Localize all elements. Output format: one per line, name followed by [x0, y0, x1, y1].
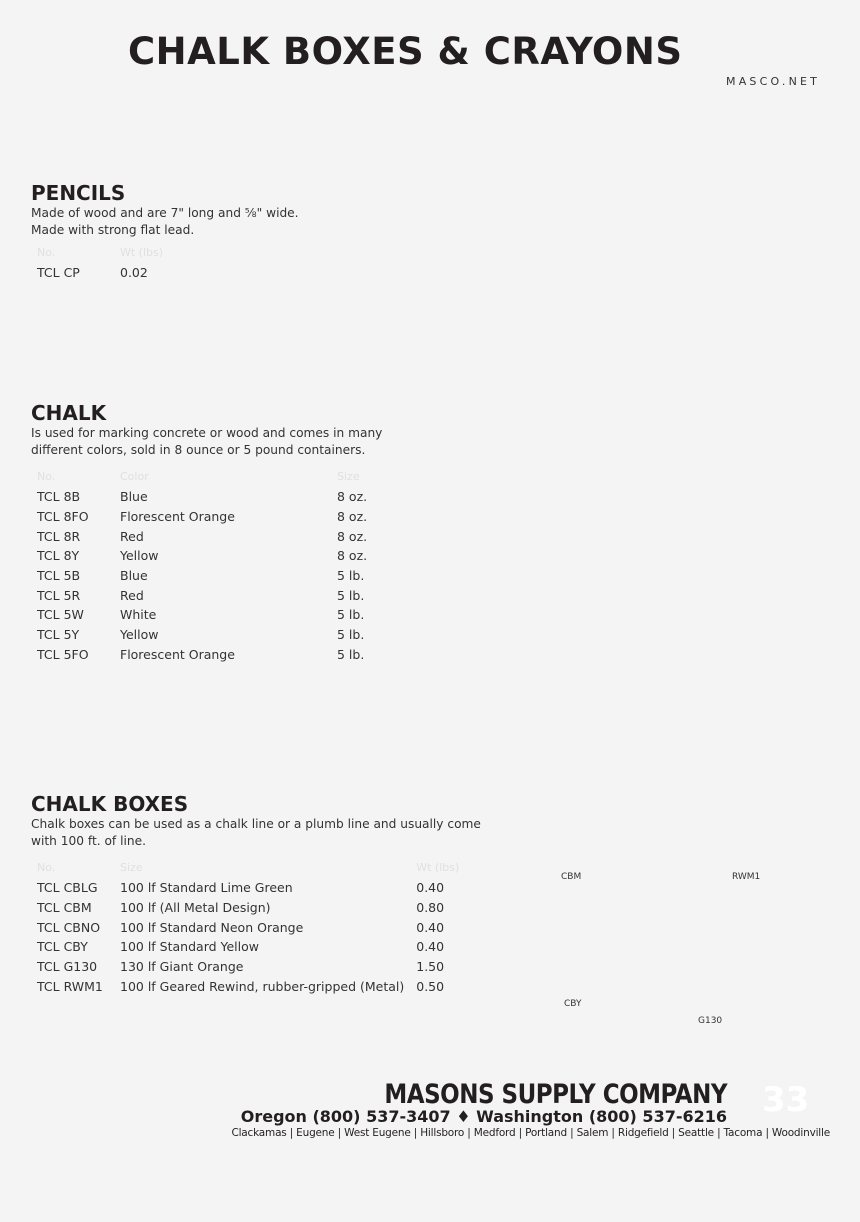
table-row: [31, 625, 373, 645]
chalk-boxes-description: [31, 816, 481, 850]
site-url[interactable]: MASCO.NET: [726, 75, 821, 88]
item-weight: 0.40: [416, 939, 445, 955]
item-no: TCL 8R: [37, 528, 81, 544]
item-color: Florescent Orange: [120, 646, 235, 662]
table-header-row: [31, 857, 465, 878]
item-no: TCL 8B: [37, 489, 81, 505]
col-header-no: No.: [37, 861, 56, 874]
chalk-boxes-table: [31, 857, 465, 996]
page-title: CHALK BOXES & CRAYONS: [128, 30, 683, 73]
item-size: 100 lf (All Metal Design): [120, 900, 271, 916]
chalk-boxes-desc-line2: with 100 ft. of line.: [31, 834, 146, 848]
table-row: [31, 878, 465, 898]
item-no: TCL 5B: [37, 568, 81, 584]
chalk-boxes-section: [31, 792, 481, 850]
col-header-size: Size: [120, 861, 143, 874]
item-weight: 0.50: [416, 978, 445, 994]
image-label-rwm1: RWM1: [732, 872, 761, 882]
pencils-desc-line2: Made with strong flat lead.: [31, 223, 195, 237]
table-header-row: [31, 242, 169, 263]
item-color: Red: [120, 528, 144, 544]
item-color: Yellow: [120, 548, 159, 564]
item-no: TCL 8Y: [37, 548, 80, 564]
item-weight: 0.40: [416, 880, 445, 896]
table-row: [31, 507, 373, 527]
item-size: 100 lf Standard Neon Orange: [120, 919, 304, 935]
table-row: [31, 917, 465, 937]
pencils-section: [31, 181, 299, 283]
table-row: [31, 526, 373, 546]
col-header-color: Color: [120, 470, 149, 483]
chalk-boxes-desc-line1: Chalk boxes can be used as a chalk line or a plumb line and usually come: [31, 817, 481, 831]
pencils-description: [31, 205, 299, 239]
chalk-description: [31, 425, 393, 459]
page-number: 33: [762, 1080, 810, 1120]
table-row: [31, 605, 373, 625]
item-size: 5 lb.: [337, 587, 365, 603]
company-name: MASONS SUPPLY COMPANY: [384, 1080, 727, 1110]
col-header-wt: Wt (lbs): [416, 861, 460, 874]
item-color: White: [120, 607, 157, 623]
item-weight: 1.50: [416, 959, 445, 975]
col-header-no: No.: [37, 470, 56, 483]
item-size: 5 lb.: [337, 568, 365, 584]
chalk-desc-line1: Is used for marking concrete or wood and comes in many: [31, 426, 383, 440]
pencils-title: PENCILS: [31, 181, 126, 205]
item-no: TCL CP: [37, 265, 80, 281]
item-size: 8 oz.: [337, 528, 368, 544]
item-size: 5 lb.: [337, 646, 365, 662]
image-label-cby: CBY: [564, 999, 582, 1009]
item-color: Blue: [120, 489, 148, 505]
table-row: [31, 263, 169, 283]
table-row: [31, 546, 373, 566]
item-weight: 0.80: [416, 900, 445, 916]
col-header-wt: Wt (lbs): [120, 246, 164, 259]
item-color: Blue: [120, 568, 148, 584]
item-no: TCL RWM1: [37, 978, 103, 994]
pencils-table: [31, 242, 169, 283]
item-no: TCL CBM: [37, 900, 92, 916]
item-no: TCL 5Y: [37, 627, 80, 643]
table-row: [31, 585, 373, 605]
item-size: 5 lb.: [337, 627, 365, 643]
item-no: TCL 5W: [37, 607, 84, 623]
table-row: [31, 566, 373, 586]
table-row: [31, 937, 465, 957]
item-color: Yellow: [120, 627, 159, 643]
item-color: Florescent Orange: [120, 509, 235, 525]
chalk-section: [31, 401, 393, 459]
image-label-cbm: CBM: [561, 872, 582, 882]
item-no: TCL CBY: [37, 939, 88, 955]
item-no: TCL 5R: [37, 587, 81, 603]
col-header-no: No.: [37, 246, 56, 259]
table-row: [31, 898, 465, 918]
item-no: TCL CBNO: [37, 919, 101, 935]
item-size: 100 lf Geared Rewind, rubber-gripped (Metal): [120, 978, 405, 994]
pencils-desc-line1: Made of wood and are 7" long and ⅝" wide.: [31, 206, 299, 220]
table-header-row: [31, 466, 373, 487]
item-color: Red: [120, 587, 144, 603]
item-size: 8 oz.: [337, 509, 368, 525]
item-size: 5 lb.: [337, 607, 365, 623]
chalk-boxes-title: CHALK BOXES: [31, 792, 189, 816]
item-no: TCL 5FO: [37, 646, 89, 662]
table-row: [31, 976, 465, 996]
item-no: TCL CBLG: [37, 880, 98, 896]
item-size: 100 lf Standard Yellow: [120, 939, 260, 955]
item-weight: 0.40: [416, 919, 445, 935]
item-no: TCL 8FO: [37, 509, 89, 525]
table-row: [31, 487, 373, 507]
item-no: TCL G130: [37, 959, 98, 975]
item-size: 8 oz.: [337, 489, 368, 505]
table-row: [31, 645, 373, 665]
chalk-table: [31, 466, 373, 664]
item-size: 130 lf Giant Orange: [120, 959, 244, 975]
table-row: [31, 957, 465, 977]
chalk-desc-line2: different colors, sold in 8 ounce or 5 pound containers.: [31, 443, 366, 457]
item-size: 8 oz.: [337, 548, 368, 564]
col-header-size: Size: [337, 470, 360, 483]
store-locations: Clackamas | Eugene | West Eugene | Hillsboro | Medford | Portland | Salem | Ridgefield | Seattle | Tacoma | Woodinville: [231, 1127, 830, 1139]
item-size: 100 lf Standard Lime Green: [120, 880, 293, 896]
image-label-g130: G130: [698, 1016, 723, 1026]
chalk-title: CHALK: [31, 401, 107, 425]
item-weight: 0.02: [120, 265, 148, 281]
contact-phones: Oregon (800) 537-3407 ♦ Washington (800) 537-6216: [240, 1107, 727, 1126]
